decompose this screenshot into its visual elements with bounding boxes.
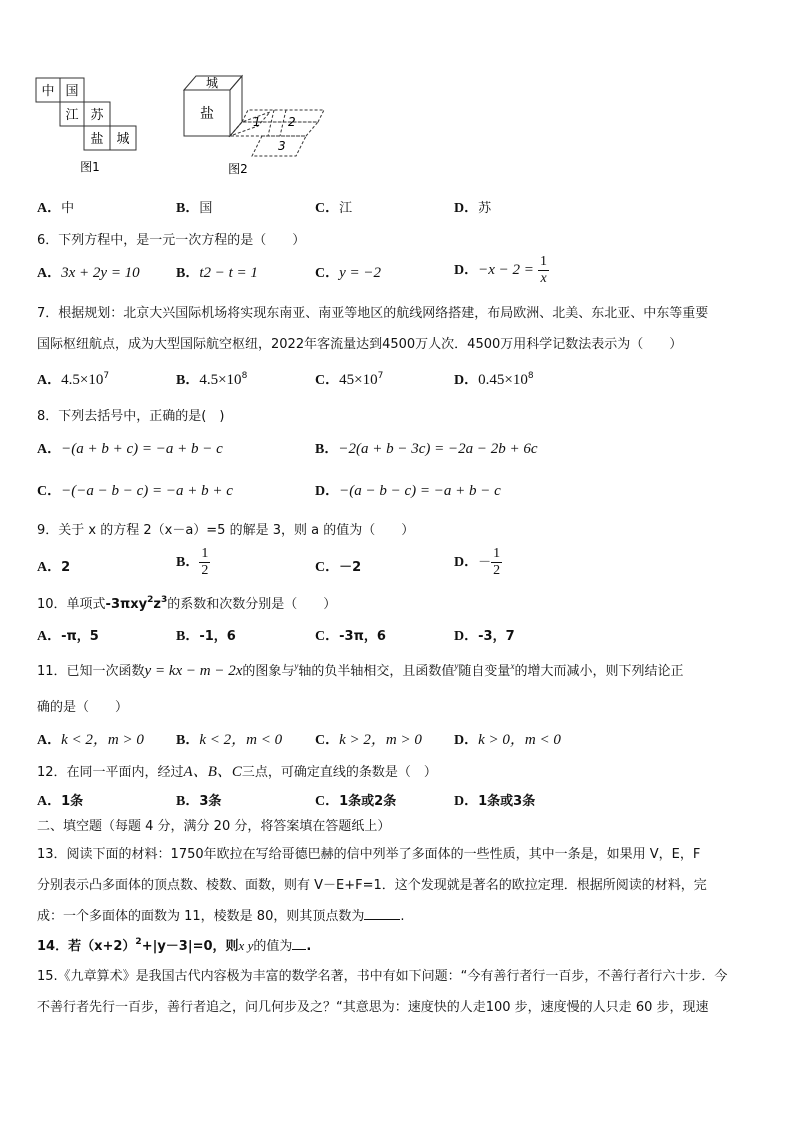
option-label: A． (37, 373, 62, 388)
q7-stem-line1: 7．根据规划：北京大兴国际机场将实现东南亚、南亚等地区的航线网络搭建，布局欧洲、北美、东北亚、中东等重要 (37, 306, 709, 321)
q12-text: 12．在同一平面内，经过 (37, 765, 184, 780)
option-label: B． (315, 442, 339, 457)
q7-option-b[interactable] (176, 369, 247, 389)
option-label: D． (454, 263, 479, 278)
option-text: 1条或2条 (339, 794, 397, 809)
option-label: D． (454, 373, 479, 388)
fraction-denominator: 2 (493, 563, 501, 578)
q11-text: 的增大而减小，则下列结论正 (514, 664, 684, 679)
q12-option-a[interactable] (37, 790, 83, 810)
q9-stem: 9．关于 x 的方程 2（x－a）=5 的解是 3，则 a 的值为（ ） (37, 523, 415, 538)
option-label: B． (176, 373, 200, 388)
q10-exp-z: 3 (160, 595, 168, 605)
fraction-denominator: x (540, 271, 547, 286)
fraction (199, 546, 210, 579)
fig1-cell-5: 盐 (90, 132, 104, 147)
option-label: B． (176, 201, 200, 216)
q5-option-a[interactable] (37, 197, 74, 217)
q11-stem-line1 (37, 660, 683, 680)
option-text: 2 (61, 560, 71, 575)
option-text: -1，6 (199, 629, 236, 644)
q10-exp-y: 2 (147, 595, 154, 605)
option-math: k < 2，m > 0 (61, 732, 144, 748)
q14-stem (37, 935, 311, 954)
q11-var: y (294, 661, 299, 671)
exponent: 8 (527, 371, 534, 381)
q11-option-b[interactable] (176, 728, 282, 749)
option-label: A． (37, 560, 62, 575)
q6-stem: 6．下列方程中，是一元一次方程的是（ ） (37, 233, 306, 248)
option-math: −x − 2 = (478, 262, 534, 278)
q11-option-d[interactable] (454, 728, 561, 749)
q14-xy: x y (238, 938, 254, 953)
fig2-face-3: 3 (278, 139, 286, 153)
q10-stem-prefix: 10．单项式 (37, 597, 106, 612)
figure-2 (178, 70, 338, 178)
q8-option-d[interactable] (315, 480, 501, 500)
q7-option-a[interactable] (37, 369, 109, 389)
q8-option-b[interactable] (315, 438, 538, 458)
fig1-caption: 图1 (80, 160, 100, 174)
option-label: D． (454, 201, 479, 216)
q6-option-b[interactable] (176, 262, 258, 282)
option-text: 1条 (61, 794, 84, 809)
q12-stem (37, 760, 437, 781)
fraction-numerator: 1 (201, 546, 209, 561)
q9-option-c[interactable] (315, 556, 361, 576)
q15-line2: 不善行者先行一百步，善行者追之，问几何步及之？“其意思为：速度快的人走100 步，速度慢的人只走 60 步，现速 (37, 1000, 709, 1015)
option-label: A． (37, 442, 62, 457)
q10-var-z: z (153, 597, 161, 612)
q15-line1: 15.《九章算术》是我国古代内容极为丰富的数学名著，书中有如下问题：“今有善行者行一百步，不善行者行六十步．今 (37, 969, 728, 984)
option-text: － (478, 555, 492, 570)
fraction-denominator: 2 (201, 563, 209, 578)
q12-option-c[interactable] (315, 790, 396, 810)
option-text: 1条或3条 (478, 794, 536, 809)
q10-option-c[interactable] (315, 625, 386, 645)
option-math: y = −2 (339, 265, 382, 281)
option-label: B． (176, 629, 200, 644)
section-heading: 二、填空题（每题 4 分，满分 20 分，将答案填在答题纸上） (37, 819, 391, 834)
option-label: C． (315, 266, 340, 281)
option-label: D． (454, 733, 479, 748)
q11-option-a[interactable] (37, 728, 144, 749)
q8-option-a[interactable] (37, 438, 223, 458)
q8-stem: 8．下列去括号中，正确的是( ) (37, 409, 225, 424)
option-text: 中 (61, 201, 75, 216)
q14-text: 14．若（x+2） (37, 939, 136, 954)
q12-option-d[interactable] (454, 790, 535, 810)
q8-option-c[interactable] (37, 480, 233, 500)
option-text: 国 (199, 201, 213, 216)
q5-option-d[interactable] (454, 197, 491, 217)
q11-text: 11．已知一次函数 (37, 664, 145, 679)
q11-var: y (454, 661, 459, 671)
q12-points: A、B、C (183, 764, 242, 780)
option-label: B． (176, 266, 200, 281)
option-text: -3π，6 (339, 629, 386, 644)
option-text: －2 (339, 560, 362, 575)
option-text: -3，7 (478, 629, 515, 644)
fig1-cell-4: 苏 (90, 108, 104, 123)
option-math: 4.5×10 (61, 372, 104, 388)
q11-function: y = kx − m − 2x (144, 663, 243, 679)
q12-option-b[interactable] (176, 790, 221, 810)
q14-text: +|y－3|=0，则 (141, 939, 239, 954)
q10-stem (37, 593, 336, 612)
option-label: C． (315, 373, 340, 388)
q12-text: 三点，可确定直线的条数是（ ） (241, 765, 437, 780)
q5-option-b[interactable] (176, 197, 212, 217)
exponent: 7 (103, 371, 110, 381)
option-math: −(a + b + c) = −a + b − c (61, 441, 223, 457)
q14-exponent: 2 (135, 937, 142, 947)
q13-period: . (400, 909, 405, 924)
q11-var: x (510, 661, 515, 671)
option-label: D． (454, 629, 479, 644)
q11-stem-line2: 确的是（ ） (37, 700, 129, 715)
option-math: 3x + 2y = 10 (61, 265, 140, 281)
q13-line3 (37, 905, 405, 924)
q6-option-d[interactable] (454, 254, 549, 287)
q6-option-a[interactable] (37, 262, 140, 282)
fraction (538, 254, 549, 287)
fraction-numerator: 1 (493, 546, 501, 561)
q5-option-c[interactable] (315, 197, 352, 217)
q11-text: 随自变量 (458, 664, 511, 679)
fig1-cell-2: 国 (65, 84, 79, 99)
q9-option-d[interactable] (454, 546, 502, 579)
option-label: D． (315, 484, 340, 499)
q13-line2: 分别表示凸多面体的顶点数、棱数、面数，则有 V－E+F=1．这个发现就是著名的欧拉定理．根据所阅读的材料，完 (37, 878, 707, 893)
option-label: C． (315, 560, 340, 575)
q9-option-a[interactable] (37, 556, 70, 576)
option-math: −2(a + b − 3c) = −2a − 2b + 6c (338, 441, 538, 457)
option-label: B． (176, 794, 200, 809)
option-math: 4.5×10 (199, 372, 242, 388)
option-math: 45×10 (339, 372, 378, 388)
fig2-top-label: 城 (205, 76, 219, 90)
answer-blank[interactable] (292, 937, 306, 950)
q10-option-b[interactable] (176, 625, 236, 645)
fig2-caption: 图2 (228, 162, 248, 176)
option-label: A． (37, 201, 62, 216)
q10-stem-suffix: 的系数和次数分别是（ ） (167, 597, 337, 612)
option-text: 3条 (199, 794, 222, 809)
exponent: 8 (241, 371, 248, 381)
fig1-cell-1: 中 (41, 84, 55, 99)
q7-option-d[interactable] (454, 369, 534, 389)
option-label: C． (315, 733, 340, 748)
option-math: k < 2，m < 0 (199, 732, 283, 748)
q14-text: 的值为 (253, 939, 293, 954)
option-text: 苏 (478, 201, 492, 216)
option-text: -π，5 (61, 629, 99, 644)
q10-option-a[interactable] (37, 625, 99, 645)
q9-option-b[interactable] (176, 546, 210, 579)
option-math: 0.45×10 (478, 372, 528, 388)
option-label: C． (37, 484, 62, 499)
exponent: 7 (377, 371, 384, 381)
q13-line1: 13．阅读下面的材料：1750年欧拉在写给哥德巴赫的信中列举了多面体的一些性质，其中一条是，如果用 V，E，F (37, 847, 701, 862)
option-math: −(−a − b − c) = −a + b + c (61, 483, 233, 499)
q14-period: . (306, 939, 312, 954)
option-math: t2 − t = 1 (199, 265, 258, 281)
answer-blank[interactable] (364, 907, 400, 920)
option-label: A． (37, 629, 62, 644)
fig1-cell-3: 江 (65, 108, 79, 123)
option-label: B． (176, 555, 200, 570)
option-label: A． (37, 733, 62, 748)
option-label: A． (37, 794, 62, 809)
q11-text: 轴的负半轴相交，且函数值 (298, 664, 455, 679)
q6-option-c[interactable] (315, 262, 381, 282)
option-label: D． (454, 555, 479, 570)
option-math: k > 0，m < 0 (478, 732, 561, 748)
q11-option-c[interactable] (315, 728, 422, 749)
fig2-face-2: 2 (288, 115, 296, 129)
option-label: D． (454, 794, 479, 809)
option-label: C． (315, 794, 340, 809)
fig2-face-1: 1 (253, 115, 261, 129)
q7-option-c[interactable] (315, 369, 383, 389)
option-label: C． (315, 629, 340, 644)
option-math: k > 2，m > 0 (339, 732, 422, 748)
q11-text: 的图象与 (242, 664, 295, 679)
q10-option-d[interactable] (454, 625, 515, 645)
fig1-cell-6: 城 (116, 132, 130, 147)
option-math: −(a − b − c) = −a + b − c (339, 483, 501, 499)
q13-text: 成：一个多面体的面数为 11，棱数是 80，则其顶点数为 (37, 909, 365, 924)
option-text: 江 (339, 201, 353, 216)
fig2-front-label: 盐 (200, 106, 214, 122)
q10-monomial: -3πxy (105, 597, 148, 612)
figure-1 (34, 76, 144, 176)
fraction (491, 546, 502, 579)
q7-stem-line2: 国际枢纽航点，成为大型国际航空枢纽，2022年客流量达到4500万人次．4500万用科学记数法表示为（ ） (37, 337, 683, 352)
option-label: C． (315, 201, 340, 216)
fraction-numerator: 1 (540, 254, 548, 269)
option-label: A． (37, 266, 62, 281)
option-label: B． (176, 733, 200, 748)
